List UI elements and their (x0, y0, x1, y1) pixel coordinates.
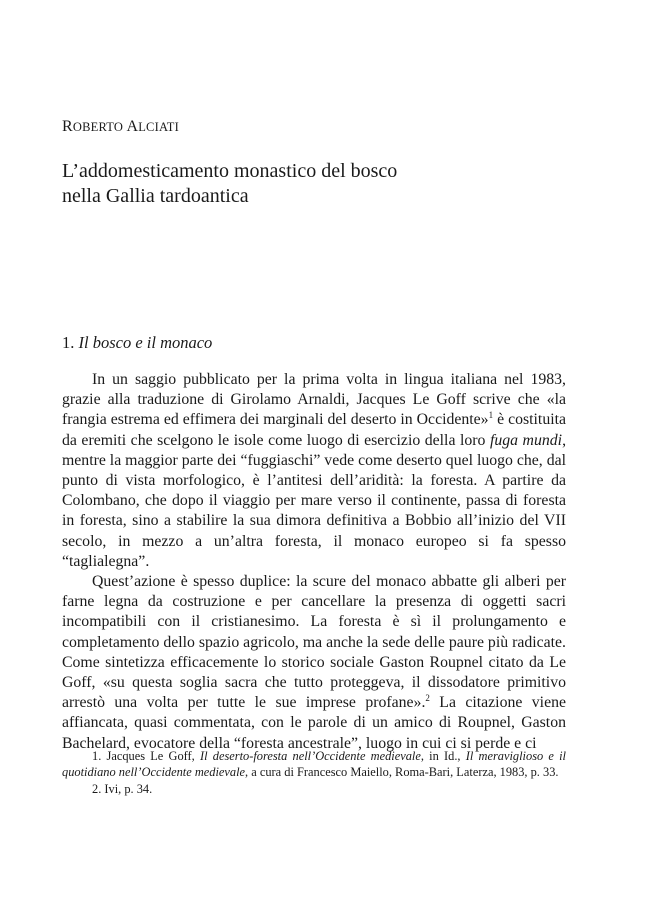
body-text (62, 370, 566, 754)
footnote-ref-2[interactable]: 2 (425, 693, 430, 704)
paragraph-1-italic: fuga mundi (489, 431, 563, 449)
footnote-1-middle: , in Id., (420, 749, 466, 763)
article-title-line2: nella Gallia tardoantica (62, 185, 249, 207)
section-number: 1. (62, 333, 75, 352)
section-heading (62, 333, 212, 353)
footnote-1-italic2: Il meraviglioso e il quotidiano nell’Occidente medievale (62, 749, 566, 780)
author-first-rest: OBERTO (72, 120, 124, 134)
author-last-initial: A (126, 118, 139, 135)
paragraph-1 (62, 370, 566, 572)
footnote-1-suffix: , a cura di Francesco Maiello, Roma-Bari, Laterza, 1983, p. 33. (245, 765, 559, 780)
footnote-1-prefix: 1. Jacques Le Goff, (92, 749, 200, 763)
paragraph-1-part1: In un saggio pubblicato per la prima volta in lingua italiana nel 1983, grazie alla traduzione di Girolamo Arnaldi, Jacques Le Goff scrive che «la frangia estrema ed effimera dei marginali del deserto in Occidente» (62, 371, 566, 429)
author-first-initial: R (62, 118, 73, 135)
author-name (62, 118, 179, 136)
footnote-1 (62, 748, 566, 781)
footnote-2: 2. Ivi, p. 34. (92, 781, 153, 796)
paragraph-2-part1: Quest’azione è spesso duplice: la scure del monaco abbatte gli alberi per farne legna da costruzione e per cancellare la presenza di oggetti sacri incompatibili con il cristianesimo. La foresta è sì il prolungamento e completamento dello spazio agricolo, ma anche la sede delle paure più radicate. Come sintetizza efficacemente lo storico sociale Gaston Roupnel citato da Le Goff, «su questa soglia sacra che tutto proteggeva, il dissodatore primitivo arrestò una volta per tutte le sue imprese profane». (62, 573, 566, 712)
author-last-rest: LCIATI (138, 120, 179, 134)
paragraph-2-part2: La citazione viene affiancata, quasi commentata, con le parole di un amico di Roupnel, Gaston Bachelard, evocatore della “foresta ancestrale”, luogo in cui ci si perde e ci (62, 694, 566, 752)
paragraph-1-part3: , mentre la maggior parte dei “fuggiaschi” vede come deserto quel luogo che, dal punto di vista morfologico, è l’antitesi dell’aridità: la foresta. A partire da Colombano, che dopo il viaggio per mare verso il continente, passa di foresta in foresta, sino a stabilire la sua dimora definitiva a Bobbio all’inizio del VII secolo, in mezzo a un’altra foresta, il monaco europeo si fa spesso “taglialegna”. (62, 431, 567, 570)
footnote-1-italic1: Il deserto-foresta nell’Occidente medievale (199, 749, 421, 763)
section-title: Il bosco e il monaco (78, 333, 213, 352)
footnote-ref-1[interactable]: 1 (488, 410, 494, 421)
paragraph-1-part2: è costituita da eremiti che scelgono le isole come luogo di esercizio della loro (62, 411, 567, 449)
article-title-line1: L’addomesticamento monastico del bosco (62, 160, 398, 182)
paragraph-2 (62, 572, 566, 754)
article-title (62, 159, 582, 209)
footnotes (62, 748, 566, 797)
